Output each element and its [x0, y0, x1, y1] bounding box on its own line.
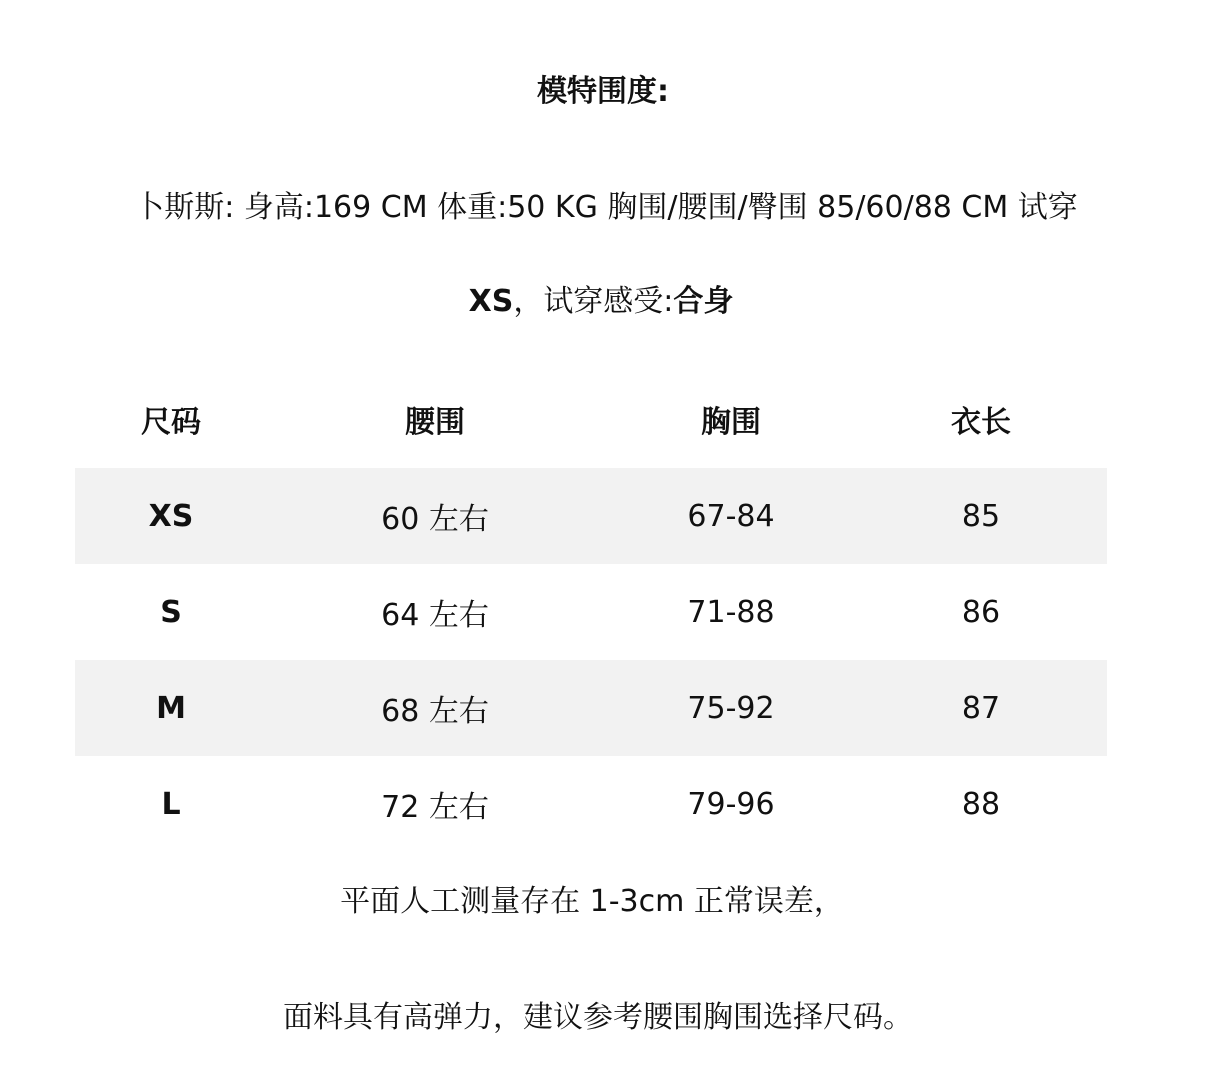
- cell-waist: 68 左右: [381, 694, 489, 729]
- fit-feel-label: 试穿感受:: [543, 284, 674, 319]
- table-row: [75, 468, 1107, 564]
- header-bust: 胸围: [701, 405, 761, 440]
- cell-size: M: [156, 690, 186, 726]
- fit-feel-value: 合身: [673, 284, 734, 319]
- fit-size: XS: [468, 284, 514, 319]
- cell-waist: 72 左右: [381, 790, 489, 825]
- header-size: 尺码: [141, 405, 201, 440]
- cell-size: XS: [148, 498, 194, 534]
- cell-length: 88: [961, 786, 1001, 822]
- cell-waist: 64 左右: [381, 598, 489, 633]
- cell-bust: 71-88: [687, 594, 775, 630]
- header-length: 衣长: [951, 405, 1011, 440]
- cell-length: 87: [961, 690, 1001, 726]
- table-header: [75, 370, 1107, 468]
- fit-separator: ，: [513, 284, 544, 319]
- table-row: [75, 564, 1107, 660]
- fit-info: [0, 280, 1202, 324]
- table-row: [75, 660, 1107, 756]
- size-table: [75, 370, 1107, 852]
- cell-length: 85: [961, 498, 1001, 534]
- cell-length: 86: [961, 594, 1001, 630]
- cell-size: L: [161, 786, 181, 822]
- table-row: [75, 756, 1107, 852]
- cell-bust: 75-92: [687, 690, 775, 726]
- header-waist: 腰围: [405, 405, 465, 440]
- fabric-note: 面料具有高弹力，建议参考腰围胸围选择尺码。: [283, 1000, 913, 1035]
- cell-size: S: [160, 594, 182, 630]
- model-measurements: 卜斯斯: 身高:169 CM 体重:50 KG 胸围/腰围/臀围 85/60/88 CM 试穿: [134, 190, 1078, 225]
- cell-bust: 79-96: [687, 786, 775, 822]
- cell-waist: 60 左右: [381, 502, 489, 537]
- page-title: 模特围度:: [537, 74, 669, 109]
- cell-bust: 67-84: [687, 498, 775, 534]
- measurement-note: 平面人工测量存在 1-3cm 正常误差，: [340, 884, 844, 919]
